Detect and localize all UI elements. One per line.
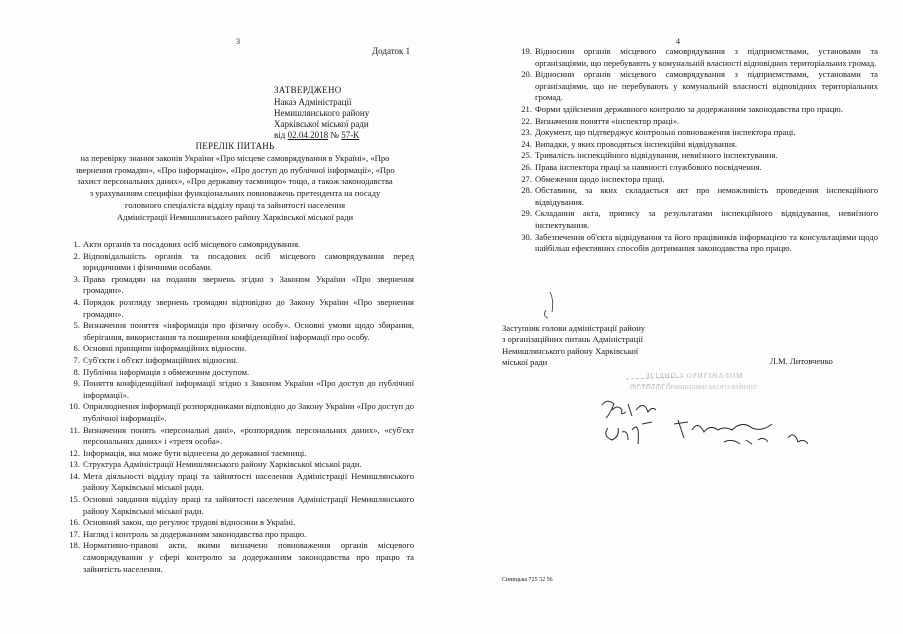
list-item	[64, 459, 414, 471]
question-list	[64, 239, 414, 575]
approval-heading: ЗАТВЕРДЖЕНО	[274, 85, 342, 95]
list-item	[64, 529, 414, 541]
approval-date: 02.04.2018	[287, 130, 329, 140]
page-left	[0, 0, 450, 634]
item-number: 27.	[521, 173, 532, 184]
handwritten-signature	[452, 0, 903, 634]
list-item	[64, 540, 414, 575]
list-item	[64, 297, 414, 320]
item-number: 14.	[69, 470, 80, 481]
item-text: Права інспектора праці за наявності службового посвідчення.	[535, 161, 762, 172]
list-heading: ПЕРЕЛІК ПИТАНЬ	[195, 141, 275, 151]
item-text: Відповідальність органів та посадових осіб місцевого самоврядування перед юридичними і фізичними особами.	[83, 250, 414, 273]
list-item	[64, 355, 414, 367]
item-number: 1.	[73, 239, 80, 249]
item-text: Акти органів та посадових осіб місцевого самоврядування.	[83, 239, 301, 249]
item-number: 16.	[69, 517, 80, 528]
item-text: Визначення понять «персональні дані», «розпорядник персональних даних», «суб'єкт персональних даних» і «третя особа».	[83, 424, 414, 447]
title-line: захист персональних даних», «Про державну таємницю» тощо, а також законодавства	[77, 176, 393, 187]
item-number: 21.	[521, 103, 532, 114]
item-text: Обмеження щодо інспектора праці.	[535, 173, 665, 184]
approval-block	[274, 85, 434, 141]
item-number: 29.	[521, 208, 532, 219]
item-text: Суб'єкти і об'єкт інформаційних відносин.	[83, 354, 238, 365]
item-number: 28.	[521, 185, 532, 196]
handwriting-initials	[606, 422, 652, 444]
handwriting-date	[724, 438, 768, 444]
signature-line: міської ради	[502, 357, 548, 368]
list-item	[64, 471, 414, 494]
item-text: Поняття конфіденційної інформації згідно з Законом України «Про доступ до публічної інформації».	[83, 378, 414, 400]
stamp-text: ЗГІДНО З ОРИГІНАЛОМ	[646, 372, 744, 380]
footer-contact: Синицька 725 32 56	[502, 577, 553, 583]
page-number: 4	[676, 37, 680, 46]
item-number: 9.	[73, 378, 80, 389]
item-text: Визначення поняття «інспектор праці».	[535, 115, 680, 126]
item-text: Основний закон, що регулює трудові відносини в Україні.	[83, 517, 296, 528]
stamp-subtext: ЇНСТРАЦІЯ НЕМИШЛЯНСЬКОГО РАЙОНУ	[630, 384, 758, 391]
list-item	[64, 401, 414, 424]
document-title	[40, 141, 430, 224]
item-text: Забезпечення об'єкта відвідування та його працівників інформацією та консультаціями щодо найбільш ефективних способів дотримання законодавства про працю.	[535, 231, 878, 254]
title-line: звернення громадян», «Про інформацію», «Про доступ до публічної інформації», «Про	[75, 164, 395, 175]
approval-number-prefix: №	[328, 130, 342, 140]
list-item	[64, 320, 414, 343]
page-number: 3	[236, 37, 240, 46]
title-line: Адміністрації Немишлянського району Харківської міської ради	[116, 211, 354, 222]
approval-date-prefix: від	[274, 130, 288, 140]
signature-line: з організаційних питань Адміністрації	[502, 334, 643, 345]
item-number: 19.	[521, 46, 532, 56]
signatory-name: Л.М. Литовченко	[770, 356, 833, 366]
approval-date-line	[274, 130, 434, 141]
approval-number: 57-К	[341, 130, 360, 140]
item-text: Мета діяльності відділу праці та зайнятості населення Адміністрації Немишлянського району Харківської міської ради.	[83, 470, 414, 493]
title-line: на перевірку знання законів України «Про місцеве самоврядування в Україні», «Про	[80, 152, 390, 163]
approval-line: Наказ Адміністрації	[274, 97, 352, 107]
item-number: 7.	[73, 354, 80, 365]
title-line: головного спеціаліста відділу праці та зайнятості населення	[124, 199, 346, 210]
item-number: 25.	[521, 150, 532, 161]
approval-line: Харківської міської ради	[274, 119, 369, 129]
handwriting-surname	[674, 420, 772, 438]
list-item	[64, 274, 414, 297]
item-text: Обставини, за яких складається акт про неможливість проведення інспекційного відвідування.	[535, 185, 878, 207]
item-text: Відносини органів місцевого самоврядування з підприємствами, установами та організаціями, що перебувають у комунальній власності відповідних територіальних громад.	[535, 46, 878, 68]
list-item	[64, 343, 414, 355]
item-text: Визначення поняття «інформація про фізичну особу». Основні умови щодо збирання, зберігання, використання та поширення конфіденційної інформації про особу.	[83, 320, 414, 342]
annex-label: Додаток 1	[372, 46, 411, 56]
item-number: 22.	[521, 115, 532, 126]
item-text: Тривалість інспекційного відвідування, невиїзного інспектування.	[535, 150, 778, 161]
item-number: 24.	[521, 138, 532, 149]
list-item	[64, 378, 414, 401]
item-text: Порядок розгляду звернень громадян відповідно до Закону України «Про звернення громадян».	[83, 296, 414, 319]
item-text: Відносини органів місцевого самоврядування з підприємствами, установами та організаціями, що не перебувають у комунальній власності відповідних територіальних громад.	[535, 69, 878, 103]
title-line: з урахуванням специфіки функціональних повноважень претендента на посаду	[89, 188, 381, 199]
item-number: 18.	[69, 540, 80, 551]
item-text: Інформація, яка може бути віднесена до державної таємниці.	[83, 447, 307, 458]
item-text: Оприлюднення інформації розпорядниками відповідно до Закону України «Про доступ до публічної інформації».	[83, 401, 414, 423]
item-number: 6.	[73, 343, 80, 354]
item-number: 15.	[69, 494, 80, 505]
signature-line: Немишлянського району Харківської	[502, 345, 639, 356]
item-number: 2.	[73, 250, 80, 261]
item-number: 8.	[73, 366, 80, 377]
item-text: Форми здійснення державного контролю за додержанням законодавства про працю.	[535, 103, 843, 114]
page-right	[452, 0, 903, 634]
list-item	[64, 494, 414, 517]
item-number: 3.	[73, 273, 80, 284]
item-number: 30.	[521, 231, 532, 242]
item-text: Нагляд і контроль за додержанням законодавства про працю.	[83, 528, 307, 539]
list-item	[64, 425, 414, 448]
list-item	[64, 251, 414, 274]
item-number: 10.	[69, 401, 80, 412]
list-item	[64, 239, 414, 251]
item-number: 4.	[73, 296, 80, 307]
list-item	[64, 517, 414, 529]
approval-line: Немишлянського району	[274, 108, 370, 118]
item-text: Публічна інформація з обмеженим доступом.	[83, 366, 250, 377]
item-text: Складання акта, припису за результатами інспекційного відвідування, невиїзного інспектування.	[535, 208, 878, 230]
item-number: 17.	[69, 528, 80, 539]
item-number: 26.	[521, 161, 532, 172]
item-text: Нормативно-правові акти, якими визначено повноваження органів місцевого самоврядування у сфері контролю за додержанням законодавства про працю та зайнятість населення.	[83, 540, 414, 574]
item-text: Структура Адміністрації Немишлянського району Харківської міської ради.	[83, 459, 362, 470]
item-number: 12.	[69, 447, 80, 458]
item-number: 5.	[73, 320, 80, 331]
item-text: Документ, що підтверджує контрольні повноваження інспектора праці.	[535, 127, 796, 138]
item-text: Права громадян на подання звернень згідно з Законом України «Про звернення громадян».	[83, 273, 414, 296]
item-number: 20.	[521, 69, 532, 80]
handwriting-position	[602, 401, 656, 418]
list-item	[64, 448, 414, 460]
item-text: Випадки, у яких проводяться інспекційні відвідування.	[535, 138, 738, 149]
item-text: Основні принципи інформаційних відносин.	[83, 343, 247, 354]
item-number: 23.	[521, 127, 532, 138]
item-text: Основні завдання відділу праці та зайнятості населення Адміністрації Немишлянського району Харківської міської ради.	[83, 494, 414, 516]
list-item	[64, 367, 414, 379]
handwriting-year	[788, 435, 808, 444]
item-number: 11.	[69, 424, 80, 435]
signature-line: Заступник голови адміністрації району	[502, 323, 646, 333]
item-number: 13.	[69, 459, 80, 470]
